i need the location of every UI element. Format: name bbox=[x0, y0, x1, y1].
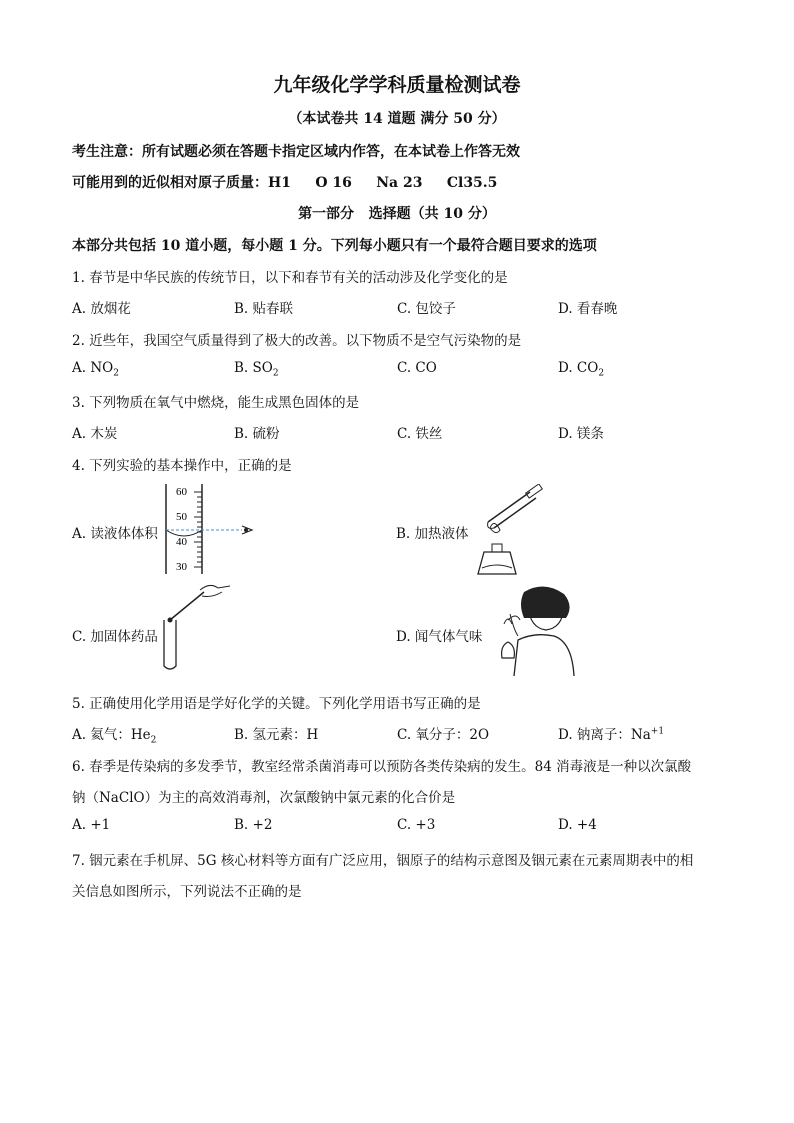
atomic-mass-info: 可能用到的近似相对原子质量：H1 O 16 Na 23 Cl35.5 bbox=[72, 175, 498, 191]
question-3-option-a: A. 木炭 bbox=[72, 426, 118, 442]
question-3-option-c: C. 铁丝 bbox=[397, 426, 443, 442]
question-4-option-a: A. 读液体体积 bbox=[72, 526, 158, 542]
question-2-stem: 2. 近些年，我国空气质量得到了极大的改善。以下物质不是空气污染物的是 bbox=[72, 333, 522, 349]
question-5-option-c: C. 氧分子：2O bbox=[397, 727, 490, 743]
graduated-cylinder-figure bbox=[160, 482, 260, 576]
question-1-stem: 1. 春节是中华民族的传统节日，以下和春节有关的活动涉及化学变化的是 bbox=[72, 270, 508, 286]
cylinder-tick-label: 30 bbox=[176, 561, 187, 573]
question-3-option-d: D. 镁条 bbox=[558, 426, 604, 442]
section-title: 第一部分 选择题（共 10 分） bbox=[298, 206, 496, 222]
question-4-option-b: B. 加热液体 bbox=[396, 526, 469, 542]
question-1-option-d: D. 看春晚 bbox=[558, 301, 618, 317]
exam-notice: 考生注意：所有试题必须在答题卡指定区域内作答，在本试卷上作答无效 bbox=[72, 144, 520, 160]
question-4-stem: 4. 下列实验的基本操作中，正确的是 bbox=[72, 458, 292, 474]
question-6-stem-line1: 6. 春季是传染病的多发季节，教室经常杀菌消毒可以预防各类传染病的发生。84 消毒液是一种以次氯酸 bbox=[72, 759, 692, 775]
question-2-option-c: C. CO bbox=[397, 360, 437, 376]
question-6-option-a: A. +1 bbox=[72, 817, 111, 833]
question-6-option-b: B. +2 bbox=[234, 817, 273, 833]
question-7-stem-line1: 7. 铟元素在手机屏、5G 核心材料等方面有广泛应用，铟原子的结构示意图及铟元素在元素周期表中的相 bbox=[72, 853, 694, 869]
question-4-option-c: C. 加固体药品 bbox=[72, 629, 158, 645]
cylinder-tick-label: 50 bbox=[176, 511, 187, 523]
question-5-stem: 5. 正确使用化学用语是学好化学的关键。下列化学用语书写正确的是 bbox=[72, 696, 481, 712]
section-instructions: 本部分共包括 10 道小题，每小题 1 分。下列每小题只有一个最符合题目要求的选项 bbox=[72, 238, 597, 254]
question-1-option-a: A. 放烟花 bbox=[72, 301, 131, 317]
question-2-option-b: B. $SO_2$ bbox=[234, 360, 279, 379]
cylinder-tick-label: 40 bbox=[176, 536, 187, 548]
question-1-option-b: B. 贴春联 bbox=[234, 301, 294, 317]
question-5-option-d: D. 钠离子：$Na^{+1}$ bbox=[558, 726, 665, 743]
question-6-option-d: D. +4 bbox=[558, 817, 597, 833]
question-7-stem-line2: 关信息如图所示，下列说法不正确的是 bbox=[72, 884, 302, 900]
cylinder-tick-label: 60 bbox=[176, 486, 187, 498]
question-3-option-b: B. 硫粉 bbox=[234, 426, 280, 442]
question-3-stem: 3. 下列物质在氧气中燃烧，能生成黑色固体的是 bbox=[72, 395, 360, 411]
adding-solid-figure bbox=[160, 580, 236, 672]
question-5-option-b: B. 氢元素：H bbox=[234, 727, 319, 743]
question-2-option-a: A. $NO_2$ bbox=[72, 360, 119, 379]
question-5-option-a: A. 氦气：$He_2$ bbox=[72, 727, 157, 746]
smelling-gas-figure bbox=[494, 584, 580, 678]
question-1-option-c: C. 包饺子 bbox=[397, 301, 456, 317]
page-title: 九年级化学学科质量检测试卷 bbox=[273, 74, 521, 96]
question-6-option-c: C. +3 bbox=[397, 817, 436, 833]
page-subtitle: （本试卷共 14 道题 满分 50 分） bbox=[288, 111, 506, 127]
heating-liquid-figure bbox=[470, 484, 550, 578]
question-6-stem-line2: 钠（NaClO）为主的高效消毒剂，次氯酸钠中氯元素的化合价是 bbox=[72, 790, 456, 806]
question-4-option-d: D. 闻气体气味 bbox=[396, 629, 483, 645]
question-2-option-d: D. $CO_2$ bbox=[558, 360, 605, 379]
